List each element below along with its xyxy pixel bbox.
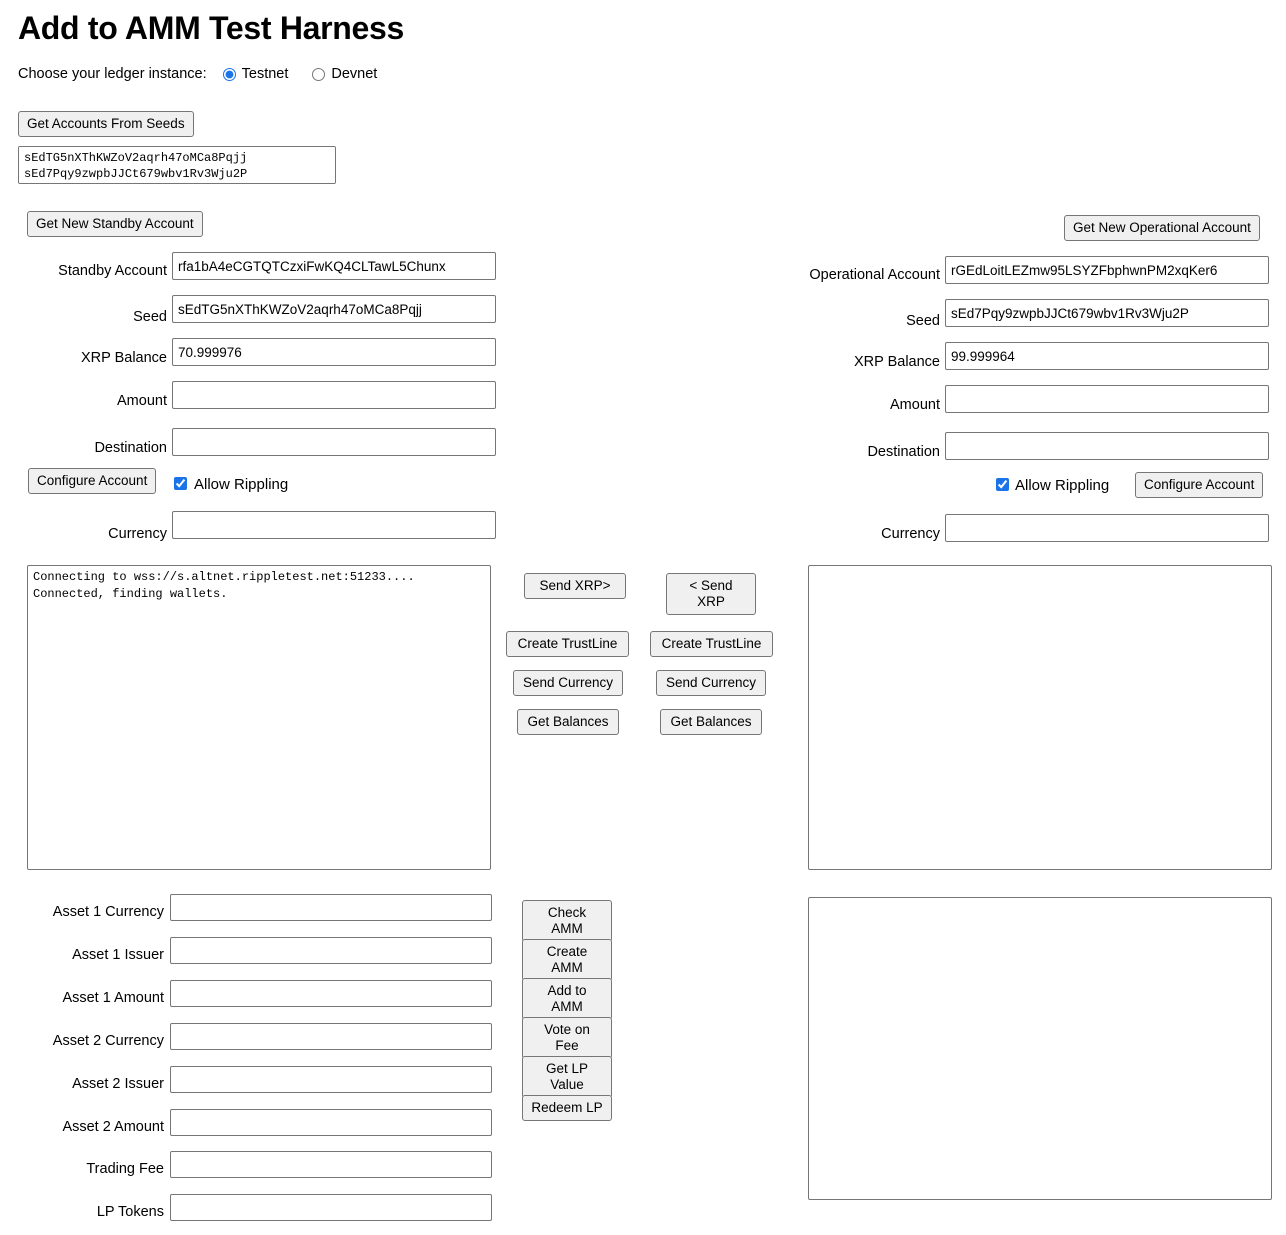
- radio-testnet-label: Testnet: [241, 66, 289, 82]
- redeem-lp-button[interactable]: Redeem LP: [522, 1095, 612, 1121]
- get-balances-standby-button[interactable]: Get Balances: [517, 709, 619, 735]
- asset2-amount-input[interactable]: [170, 1109, 492, 1136]
- trading-fee-input[interactable]: [170, 1151, 492, 1178]
- operational-amount-input[interactable]: [945, 385, 1269, 413]
- asset2-issuer-input[interactable]: [170, 1066, 492, 1093]
- standby-account-input[interactable]: [172, 252, 496, 280]
- asset1-amount-input[interactable]: [170, 980, 492, 1007]
- standby-account-label: Standby Account: [58, 263, 167, 279]
- asset1-issuer-label: Asset 1 Issuer: [72, 947, 164, 963]
- operational-destination-input[interactable]: [945, 432, 1269, 460]
- trading-fee-label: Trading Fee: [86, 1161, 164, 1177]
- send-currency-standby-button[interactable]: Send Currency: [513, 670, 623, 696]
- get-lp-value-button[interactable]: Get LP Value: [522, 1056, 612, 1098]
- asset2-currency-label: Asset 2 Currency: [52, 1033, 164, 1049]
- operational-account-input[interactable]: [945, 256, 1269, 284]
- vote-on-fee-button[interactable]: Vote on Fee: [522, 1017, 612, 1059]
- create-trustline-standby-button[interactable]: Create TrustLine: [506, 631, 629, 657]
- standby-seed-label: Seed: [133, 309, 167, 325]
- radio-testnet-input[interactable]: [223, 68, 236, 81]
- operational-currency-label: Currency: [881, 526, 940, 542]
- asset1-amount-label: Asset 1 Amount: [62, 990, 164, 1006]
- get-new-standby-account-button[interactable]: Get New Standby Account: [27, 211, 203, 237]
- create-trustline-operational-button[interactable]: Create TrustLine: [650, 631, 773, 657]
- asset1-currency-input[interactable]: [170, 894, 492, 921]
- get-new-operational-account-button[interactable]: Get New Operational Account: [1064, 215, 1260, 241]
- radio-testnet[interactable]: [223, 66, 289, 82]
- operational-account-label: Operational Account: [809, 267, 940, 283]
- create-amm-button[interactable]: Create AMM: [522, 939, 612, 981]
- operational-destination-label: Destination: [867, 444, 940, 460]
- operational-allow-rippling-checkbox[interactable]: [996, 478, 1009, 491]
- standby-xrp-balance-label: XRP Balance: [81, 350, 167, 366]
- standby-log-textarea[interactable]: [27, 565, 491, 870]
- operational-seed-input[interactable]: [945, 299, 1269, 327]
- add-to-amm-button[interactable]: Add to AMM: [522, 978, 612, 1020]
- lp-tokens-label: LP Tokens: [96, 1204, 164, 1220]
- radio-devnet[interactable]: [312, 66, 377, 82]
- standby-allow-rippling-label: Allow Rippling: [194, 476, 289, 493]
- standby-allow-rippling-checkbox[interactable]: [174, 477, 187, 490]
- operational-configure-account-button[interactable]: Configure Account: [1135, 472, 1263, 498]
- operational-allow-rippling-label: Allow Rippling: [1015, 477, 1110, 494]
- operational-currency-input[interactable]: [945, 514, 1269, 542]
- radio-devnet-label: Devnet: [331, 66, 378, 82]
- asset1-currency-label: Asset 1 Currency: [52, 904, 164, 920]
- radio-devnet-input[interactable]: [312, 68, 325, 81]
- operational-log-textarea[interactable]: [808, 565, 1272, 870]
- get-balances-operational-button[interactable]: Get Balances: [660, 709, 762, 735]
- page-title: Add to AMM Test Harness: [18, 10, 405, 46]
- operational-amount-label: Amount: [890, 397, 940, 413]
- ledger-instance-row: [18, 66, 377, 82]
- standby-xrp-balance-input[interactable]: [172, 338, 496, 366]
- amm-results-textarea[interactable]: [808, 897, 1272, 1200]
- standby-amount-input[interactable]: [172, 381, 496, 409]
- get-accounts-from-seeds-button[interactable]: Get Accounts From Seeds: [18, 111, 194, 137]
- asset2-amount-label: Asset 2 Amount: [62, 1119, 164, 1135]
- operational-xrp-balance-input[interactable]: [945, 342, 1269, 370]
- standby-currency-input[interactable]: [172, 511, 496, 539]
- check-amm-button[interactable]: Check AMM: [522, 900, 612, 942]
- asset2-currency-input[interactable]: [170, 1023, 492, 1050]
- send-xrp-operational-button[interactable]: < Send XRP: [666, 573, 756, 615]
- standby-seed-input[interactable]: [172, 295, 496, 323]
- asset2-issuer-label: Asset 2 Issuer: [72, 1076, 164, 1092]
- standby-configure-account-button[interactable]: Configure Account: [28, 468, 156, 494]
- operational-xrp-balance-label: XRP Balance: [854, 354, 940, 370]
- send-xrp-standby-button[interactable]: Send XRP>: [524, 573, 626, 599]
- asset1-issuer-input[interactable]: [170, 937, 492, 964]
- ledger-instance-label: Choose your ledger instance:: [18, 66, 207, 82]
- operational-seed-label: Seed: [906, 313, 940, 329]
- seeds-textarea[interactable]: [18, 146, 336, 184]
- send-currency-operational-button[interactable]: Send Currency: [656, 670, 766, 696]
- standby-destination-input[interactable]: [172, 428, 496, 456]
- lp-tokens-input[interactable]: [170, 1194, 492, 1221]
- standby-amount-label: Amount: [117, 393, 167, 409]
- standby-destination-label: Destination: [94, 440, 167, 456]
- standby-currency-label: Currency: [108, 526, 167, 542]
